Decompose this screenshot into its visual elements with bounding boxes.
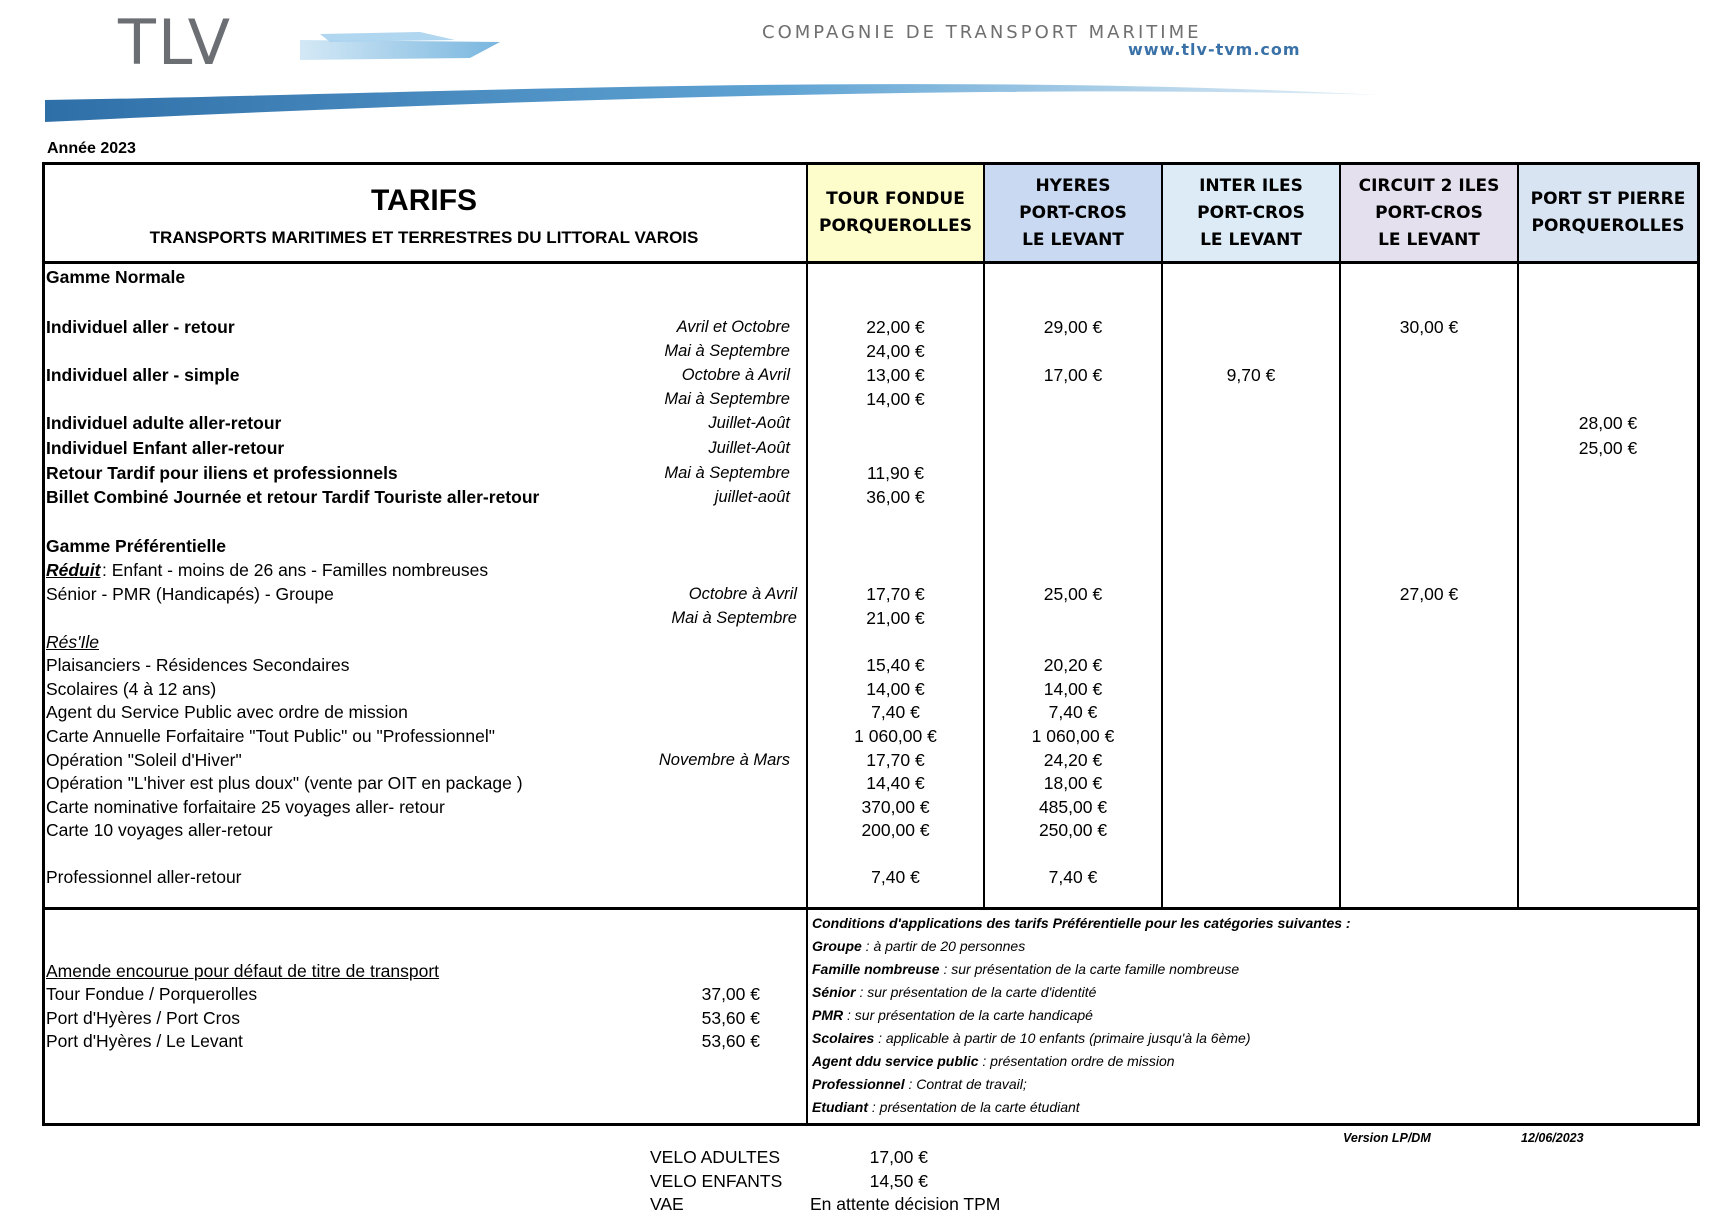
fine-route: Tour Fondue / Porquerolles [46, 984, 258, 1004]
fine-price: 53,60 € [701, 1007, 760, 1028]
price-cell: 22,00 € [866, 317, 925, 337]
condition-text: : à partir de 20 personnes [861, 938, 1026, 954]
condition-key: Famille nombreuse [812, 961, 940, 977]
price-cell: 28,00 € [1578, 413, 1638, 433]
price-cell: 30,00 € [1399, 317, 1459, 337]
condition-text: : sur présentation de la carte famille nombreuse [939, 961, 1240, 977]
column-header: INTER ILES PORT-CROS LE LEVANT [1163, 165, 1339, 261]
price-cell: 7,40 € [1048, 867, 1098, 887]
bike-price: En attente décision TPM [810, 1194, 1001, 1214]
condition-key: Groupe [812, 938, 862, 954]
fine-route: Port d'Hyères / Le Levant [46, 1031, 243, 1051]
row-period: Octobre à Avril [681, 366, 790, 384]
price-cell: 7,40 € [871, 702, 920, 722]
row-period: Juillet-Août [708, 414, 790, 432]
company-website: www.tlv-tvm.com [1128, 40, 1301, 59]
column-divider [1339, 162, 1341, 909]
row-label: Opération "L'hiver est plus doux" (vente par OIT en package ) [46, 773, 523, 793]
price-cell: 11,90 € [866, 463, 925, 483]
condition-text: : présentation ordre de mission [978, 1053, 1175, 1069]
condition-key: Scolaires [812, 1030, 875, 1046]
row-label-suffix: : Enfant - moins de 26 ans - Familles nombreuses [102, 560, 489, 580]
price-cell: 1 060,00 € [854, 726, 937, 746]
row-period: Mai à Septembre [664, 464, 790, 482]
price-cell: 1 060,00 € [1031, 726, 1115, 746]
row-period: Novembre à Mars [658, 751, 790, 769]
condition-item [812, 1029, 1250, 1047]
condition-text: : sur présentation de la carte handicapé [843, 1007, 1093, 1023]
price-cell: 24,20 € [1043, 750, 1103, 770]
price-cell: 200,00 € [861, 820, 930, 840]
condition-text: : sur présentation de la carte d'identité [855, 984, 1097, 1000]
column-divider [1517, 162, 1519, 909]
price-cell: 29,00 € [1043, 317, 1103, 337]
page-subtitle: TRANSPORTS MARITIMES ET TERRESTRES DU LITTORAL VAROIS [149, 228, 699, 247]
bike-price: 14,50 € [869, 1170, 928, 1191]
bike-price: 17,00 € [869, 1147, 928, 1167]
row-period: Mai à Septembre [671, 609, 797, 627]
condition-key: Agent ddu service public [812, 1053, 979, 1069]
row-label: Individuel adulte aller-retour [46, 413, 282, 433]
condition-key: Professionnel [812, 1076, 905, 1092]
price-cell: 14,00 € [1043, 679, 1103, 699]
version-date: 12/06/2023 [1521, 1131, 1584, 1145]
conditions-title: Conditions d'applications des tarifs Préférentielle pour les catégories suivantes : [812, 915, 1351, 931]
condition-item [812, 1006, 1093, 1024]
price-cell: 9,70 € [1226, 365, 1276, 385]
row-label: Carte nominative forfaitaire 25 voyages aller- retour [46, 797, 445, 817]
fine-price: 53,60 € [701, 1031, 760, 1051]
condition-text: : Contrat de travail; [904, 1076, 1027, 1092]
price-cell: 7,40 € [871, 867, 920, 887]
condition-text: : présentation de la carte étudiant [868, 1099, 1080, 1115]
price-cell: 14,00 € [866, 679, 925, 699]
section-divider [42, 907, 1700, 910]
row-label: Retour Tardif pour iliens et professionnels [46, 463, 398, 483]
bike-label: VELO ENFANTS [650, 1170, 783, 1191]
company-logo-text: TLV [118, 6, 233, 79]
row-label: Carte 10 voyages aller-retour [46, 820, 273, 840]
row-label: Gamme Normale [46, 267, 186, 287]
condition-key: PMR [812, 1007, 844, 1023]
price-cell: 17,00 € [1043, 365, 1103, 385]
bike-label: VAE [650, 1194, 684, 1214]
row-label: Agent du Service Public avec ordre de mission [46, 702, 408, 722]
row-label: Opération "Soleil d'Hiver" [46, 750, 242, 770]
version-label: Version LP/DM [1343, 1131, 1431, 1145]
row-label: Rés'Ile [46, 632, 99, 652]
column-header: CIRCUIT 2 ILES PORT-CROS LE LEVANT [1341, 165, 1517, 261]
price-cell: 21,00 € [866, 608, 925, 628]
price-cell: 20,20 € [1043, 655, 1103, 675]
row-label: Individuel aller - retour [46, 317, 235, 337]
condition-item [812, 960, 1239, 978]
row-label: Individuel aller - simple [46, 365, 240, 385]
column-header: TOUR FONDUE PORQUEROLLES [808, 165, 983, 261]
price-cell: 17,70 € [866, 750, 925, 770]
row-label: Professionnel aller-retour [46, 867, 242, 887]
year-label: Année 2023 [47, 140, 136, 157]
price-cell: 13,00 € [866, 365, 925, 385]
fines-title: Amende encourue pour défaut de titre de transport [46, 961, 440, 981]
row-period: Mai à Septembre [664, 342, 790, 360]
row-label: Plaisanciers - Résidences Secondaires [46, 655, 350, 675]
price-cell: 15,40 € [866, 655, 925, 675]
price-cell: 7,40 € [1048, 702, 1098, 722]
company-name: COMPAGNIE DE TRANSPORT MARITIME [762, 22, 1202, 43]
condition-key: Sénior [812, 984, 856, 1000]
row-label: Réduit [46, 560, 101, 580]
price-cell: 485,00 € [1038, 797, 1108, 817]
price-cell: 25,00 € [1043, 584, 1103, 604]
column-divider [806, 162, 808, 1126]
row-label: Individuel Enfant aller-retour [46, 438, 285, 458]
price-cell: 17,70 € [866, 584, 925, 604]
condition-item [812, 937, 1025, 955]
row-label: Carte Annuelle Forfaitaire "Tout Public" ou "Professionnel" [46, 726, 495, 746]
row-label: Gamme Préférentielle [46, 536, 226, 556]
price-cell: 18,00 € [1043, 773, 1103, 793]
row-period: Octobre à Avril [688, 585, 797, 603]
price-cell: 36,00 € [866, 487, 925, 507]
fine-route: Port d'Hyères / Port Cros [46, 1007, 240, 1028]
price-cell: 14,00 € [866, 389, 925, 409]
column-divider [1161, 162, 1163, 909]
row-period: Mai à Septembre [664, 390, 790, 408]
condition-item [812, 1052, 1175, 1070]
row-label: Sénior - PMR (Handicapés) - Groupe [46, 584, 334, 604]
column-header: PORT ST PIERRE PORQUEROLLES [1519, 165, 1697, 261]
bike-label: VELO ADULTES [650, 1147, 781, 1167]
page-title: TARIFS [370, 184, 478, 217]
header-swoosh [0, 0, 1730, 135]
condition-key: Etudiant [812, 1099, 868, 1115]
condition-item [812, 1075, 1027, 1093]
fine-price: 37,00 € [701, 984, 760, 1004]
price-cell: 250,00 € [1038, 820, 1108, 840]
condition-item [812, 983, 1096, 1001]
row-period: Avril et Octobre [676, 318, 790, 336]
condition-item [812, 1098, 1080, 1116]
row-label: Scolaires (4 à 12 ans) [46, 679, 217, 699]
row-period: juillet-août [714, 488, 790, 506]
column-header: HYERES PORT-CROS LE LEVANT [985, 165, 1161, 261]
row-label: Billet Combiné Journée et retour Tardif Touriste aller-retour [46, 487, 540, 507]
row-period: Juillet-Août [708, 439, 790, 457]
price-cell: 25,00 € [1578, 438, 1638, 458]
price-cell: 24,00 € [866, 341, 925, 361]
header-divider [42, 261, 1700, 264]
price-cell: 27,00 € [1399, 584, 1459, 604]
price-cell: 370,00 € [861, 797, 930, 817]
price-cell: 14,40 € [866, 773, 925, 793]
condition-text: : applicable à partir de 10 enfants (primaire jusqu'à la 6ème) [874, 1030, 1251, 1046]
